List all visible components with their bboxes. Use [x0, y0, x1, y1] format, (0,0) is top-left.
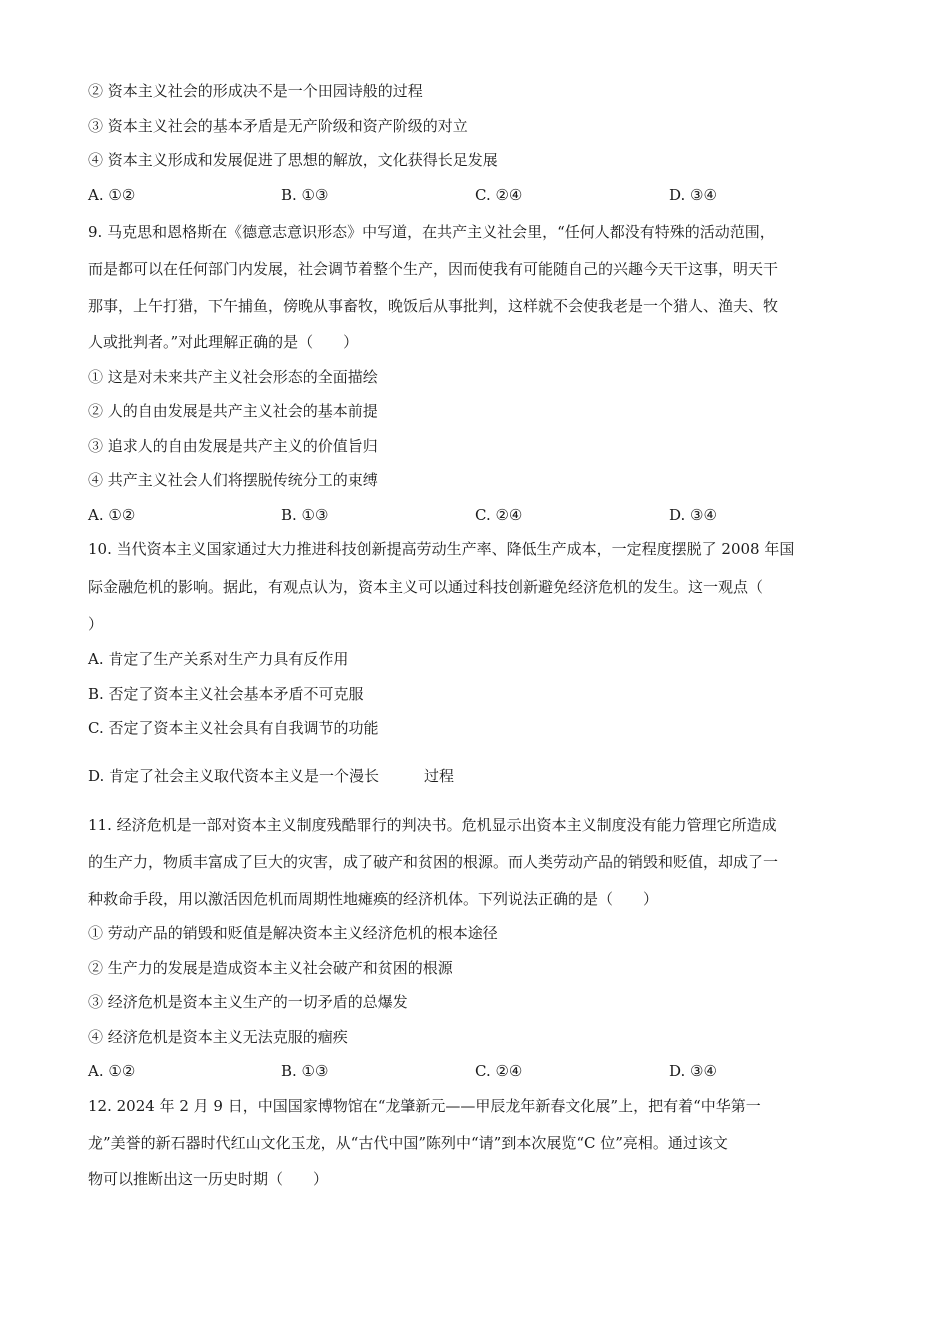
q11-option-b: B. ①③: [281, 1062, 329, 1080]
q12-stem-line-3: 物可以推断出这一历史时期（ ）: [88, 1170, 329, 1188]
q9-stem-line-3: 那事，上午打猎，下午捕鱼，傍晚从事畜牧，晚饭后从事批判，这样就不会使我老是一个猎人、渔夫、牧: [88, 297, 779, 315]
q8-option-b: B. ①③: [281, 186, 329, 204]
q9-statement-3: ③ 追求人的自由发展是共产主义的价值旨归: [88, 437, 378, 455]
q11-option-c: C. ②④: [475, 1062, 523, 1080]
q10-option-d: D. 肯定了社会主义取代资本主义是一个漫长 过程: [88, 767, 455, 785]
q11-statement-2: ② 生产力的发展是造成资本主义社会破产和贫困的根源: [88, 959, 453, 977]
q9-option-b: B. ①③: [281, 506, 329, 524]
q10-option-b: B. 否定了资本主义社会基本矛盾不可克服: [88, 685, 364, 703]
q12-stem-line-2: 龙”美誉的新石器时代红山文化玉龙，从“古代中国”陈列中“请”到本次展览“C 位”亮相。通过该文: [88, 1134, 728, 1152]
q11-statement-1: ① 劳动产品的销毁和贬值是解决资本主义经济危机的根本途径: [88, 924, 498, 942]
q9-statement-2: ② 人的自由发展是共产主义社会的基本前提: [88, 402, 378, 420]
q11-statement-4: ④ 经济危机是资本主义无法克服的痼疾: [88, 1028, 348, 1046]
q9-stem-line-1: 9. 马克思和恩格斯在《德意志意识形态》中写道，在共产主义社会里，“任何人都没有特殊的活动范围，: [88, 223, 775, 241]
q9-option-a: A. ①②: [88, 506, 136, 524]
q11-option-a: A. ①②: [88, 1062, 136, 1080]
q8-statement-3: ③ 资本主义社会的基本矛盾是无产阶级和资产阶级的对立: [88, 117, 468, 135]
q10-stem-line-1: 10. 当代资本主义国家通过大力推进科技创新提高劳动生产率、降低生产成本，一定程度摆脱了 2008 年国: [88, 540, 795, 558]
q9-option-c: C. ②④: [475, 506, 523, 524]
q8-option-d: D. ③④: [669, 186, 717, 204]
q10-option-a: A. 肯定了生产关系对生产力具有反作用: [88, 650, 349, 668]
q9-statement-1: ① 这是对未来共产主义社会形态的全面描绘: [88, 368, 378, 386]
q11-option-d: D. ③④: [669, 1062, 717, 1080]
q12-stem-line-1: 12. 2024 年 2 月 9 日，中国国家博物馆在“龙肇新元——甲辰龙年新春文化展”上，把有着“中华第一: [88, 1097, 761, 1115]
q8-statement-4: ④ 资本主义形成和发展促进了思想的解放，文化获得长足发展: [88, 151, 498, 169]
q10-stem-line-3: ）: [88, 615, 104, 633]
q11-stem-line-3: 种救命手段，用以激活因危机而周期性地瘫痪的经济机体。下列说法正确的是（ ）: [88, 890, 659, 908]
q8-option-a: A. ①②: [88, 186, 136, 204]
q8-options: [88, 185, 868, 205]
q11-options: [88, 1061, 868, 1081]
q11-statement-3: ③ 经济危机是资本主义生产的一切矛盾的总爆发: [88, 993, 408, 1011]
q9-stem-line-2: 而是都可以在任何部门内发展，社会调节着整个生产，因而使我有可能随自己的兴趣今天干这事，明天干: [88, 260, 779, 278]
q10-option-c: C. 否定了资本主义社会具有自我调节的功能: [88, 719, 379, 737]
q9-stem-line-4: 人或批判者。”对此理解正确的是（ ）: [88, 333, 359, 351]
q8-option-c: C. ②④: [475, 186, 523, 204]
q10-stem-line-2: 际金融危机的影响。据此，有观点认为，资本主义可以通过科技创新避免经济危机的发生。这一观点（: [88, 578, 764, 596]
q8-statement-2: ② 资本主义社会的形成决不是一个田园诗般的过程: [88, 82, 423, 100]
q9-options: [88, 505, 868, 525]
q11-stem-line-2: 的生产力，物质丰富成了巨大的灾害，成了破产和贫困的根源。而人类劳动产品的销毁和贬值，却成了一: [88, 853, 779, 871]
q11-stem-line-1: 11. 经济危机是一部对资本主义制度残酷罪行的判决书。危机显示出资本主义制度没有能力管理它所造成: [88, 816, 777, 834]
q9-option-d: D. ③④: [669, 506, 717, 524]
q9-statement-4: ④ 共产主义社会人们将摆脱传统分工的束缚: [88, 471, 378, 489]
